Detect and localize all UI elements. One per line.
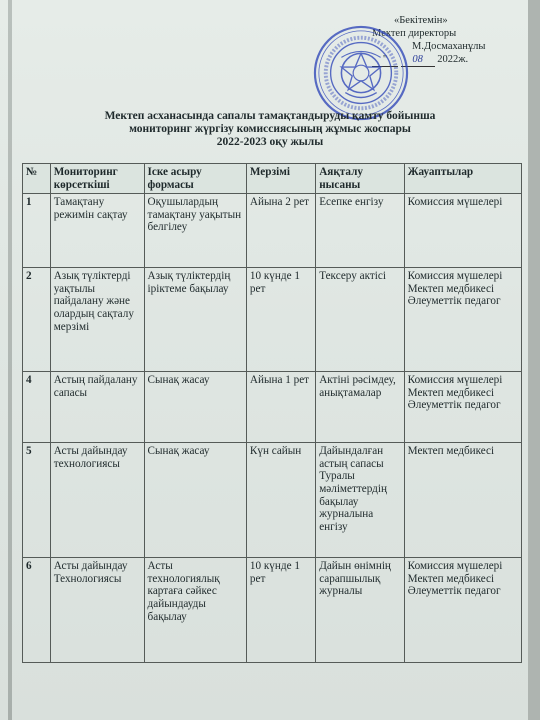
title-line-3: 2022-2023 оқу жылы [216, 136, 324, 148]
responsible-cell: Мектеп медбикесі [404, 443, 521, 558]
column-header-deadline: Мерзімі [246, 164, 315, 194]
deadline-cell: Айына 2 рет [246, 194, 315, 268]
row-number-cell: 1 [23, 194, 51, 268]
deadline-cell: Күн сайын [246, 443, 315, 558]
completion-cell: Дайындалған астың сапасы Туралы мәліметтердің бақылау журналына енгізу [316, 443, 404, 558]
row-number-cell: 5 [23, 443, 51, 558]
deadline-cell: 10 күнде 1 рет [246, 558, 315, 663]
row-number-cell: 6 [23, 558, 51, 663]
responsible-cell: Комиссия мүшелері Мектеп медбикесі Әлеуметтік педагог [404, 372, 521, 443]
responsible-cell: Комиссия мүшелері [404, 194, 521, 268]
completion-cell: Есепке енгізу [316, 194, 404, 268]
indicator-cell: Азық түліктерді уақтылы пайдалану және олардың сақталу мерзімі [50, 268, 144, 372]
row-number-cell: 4 [23, 372, 51, 443]
row-number-cell: 2 [23, 268, 51, 372]
responsible-cell: Комиссия мүшелері Мектеп медбикесі Әлеуметтік педагог [404, 268, 521, 372]
table-row [23, 268, 522, 372]
table-row [23, 194, 522, 268]
completion-cell: Актіні рәсімдеу, анықтамалар [316, 372, 404, 443]
approval-position: Мектеп директоры [372, 28, 457, 39]
responsible-cell: Комиссия мүшелері Мектеп медбикесі Әлеуметтік педагог [404, 558, 521, 663]
form-cell: Азық түліктердің іріктеме бақылау [144, 268, 246, 372]
form-cell: Сынақ жасау [144, 443, 246, 558]
title-line-2: мониторинг жүргізу комиссиясының жұмыс жоспары [129, 123, 411, 135]
approval-date-month: 08 [401, 53, 435, 67]
table-row [23, 372, 522, 443]
deadline-cell: 10 күнде 1 рет [246, 268, 315, 372]
page-binding-edge [8, 0, 12, 720]
indicator-cell: Астың пайдалану сапасы [50, 372, 144, 443]
deadline-cell: Айына 1 рет [246, 372, 315, 443]
table-row [23, 558, 522, 663]
column-header-completion: Аяқталу нысаны [316, 164, 404, 194]
form-cell: Асты технологиялық картаға сәйкес дайындауды бақылау [144, 558, 246, 663]
indicator-cell: Асты дайындау Технологиясы [50, 558, 144, 663]
approval-date-day: " [372, 53, 398, 67]
indicator-cell: Асты дайындау технологиясы [50, 443, 144, 558]
column-header-number: № [23, 164, 51, 194]
title-line-1: Мектеп асханасында сапалы тамақтандыруды қамту бойынша [104, 110, 436, 122]
table-header-row [23, 164, 522, 194]
form-cell: Оқушылардың тамақтану уақытын белгілеу [144, 194, 246, 268]
indicator-cell: Тамақтану режимін сақтау [50, 194, 144, 268]
approval-heading: «Бекітемін» [394, 15, 448, 26]
column-header-form: Іске асыру формасы [144, 164, 246, 194]
table-row [23, 443, 522, 558]
column-header-indicator: Мониторинг көрсеткіші [50, 164, 144, 194]
approval-signatory: М.Досмаханұлы [412, 41, 486, 52]
form-cell: Сынақ жасау [144, 372, 246, 443]
approval-date-year: 2022ж. [437, 54, 469, 65]
completion-cell: Тексеру актісі [316, 268, 404, 372]
monitoring-plan-table [22, 163, 522, 663]
column-header-responsible: Жауаптылар [404, 164, 521, 194]
official-seal-icon [312, 24, 410, 122]
completion-cell: Дайын өнімнің сарапшылық журналы [316, 558, 404, 663]
document-title [60, 110, 480, 149]
